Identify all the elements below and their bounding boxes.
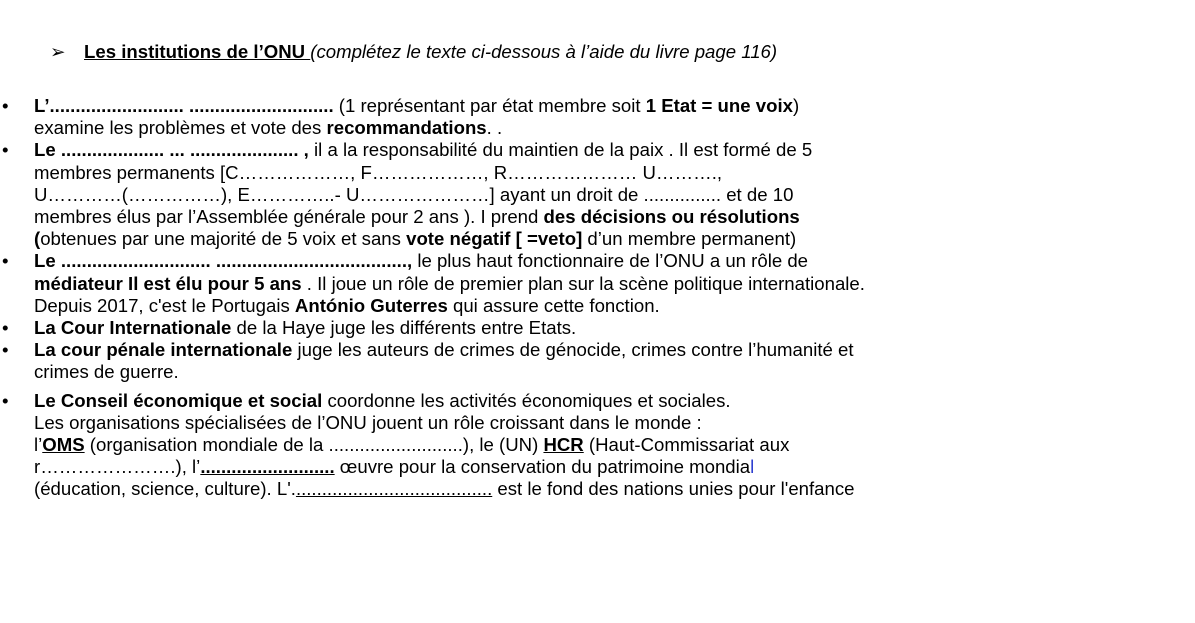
text: membres élus par l’Assemblée générale pour 2 ans ). I prend xyxy=(34,206,544,228)
text: il a la responsabilité du maintien de la paix . Il est formé de 5 xyxy=(308,139,813,161)
bullet-icon: • xyxy=(2,139,9,161)
blank-secretaire: Le ............................. ....................................., xyxy=(34,250,413,272)
text: de la Haye juge les différents entre Etats. xyxy=(231,317,577,339)
text-bold: vote négatif [ =veto] xyxy=(406,228,583,250)
oms-abbr: OMS xyxy=(42,434,85,456)
hcr-abbr: HCR xyxy=(543,434,584,456)
text-bold: Le Conseil économique et social xyxy=(34,389,323,411)
text-bold: 1 Etat = une voix xyxy=(645,95,793,116)
section-heading xyxy=(50,41,777,63)
text: œuvre pour la conservation du patrimoine mondia xyxy=(334,456,751,478)
text-line: membres permanents [C………………, F………………, R………………… U………., xyxy=(34,161,723,183)
list-item-conseil-securite xyxy=(0,139,1180,250)
text: ) xyxy=(793,95,800,116)
text-bold: La cour pénale internationale xyxy=(34,339,293,361)
list-item-cour-internationale xyxy=(0,317,1180,339)
text: le plus haut fonctionnaire de l’ONU a un rôle de xyxy=(412,250,809,272)
text: (1 représentant par état membre soit xyxy=(333,95,646,116)
blank-assemblee: L’.......................... ............................ xyxy=(34,95,334,116)
text: l xyxy=(750,456,755,478)
list-item-secretaire xyxy=(0,250,1180,317)
text-line: U…………(……………), E…………..- U…………………] ayant un droit de ............... et de 10 xyxy=(34,183,794,205)
text-bold: des décisions ou résolutions xyxy=(543,206,800,228)
institutions-list xyxy=(0,95,1180,501)
blank-unicef: ...................................... xyxy=(295,478,493,500)
text: . Il joue un rôle de premier plan sur la scène politique internationale. xyxy=(301,272,865,294)
text: (organisation mondiale de la ..........................), le (UN) xyxy=(84,434,544,456)
text: (éducation, science, culture). L'. xyxy=(34,478,296,500)
text-bold: recommandations xyxy=(326,117,487,139)
text: (Haut-Commissariat aux xyxy=(583,434,790,456)
arrow-bullet-icon: ➢ xyxy=(50,41,66,62)
text: . . xyxy=(486,117,503,139)
text: qui assure cette fonction. xyxy=(447,294,660,316)
text: r………………….), l’ xyxy=(34,456,201,478)
list-item-cour-penale xyxy=(0,339,1180,383)
text-line: Les organisations spécialisées de l’ONU jouent un rôle croissant dans le monde : xyxy=(34,411,702,433)
text-bold: António Guterres xyxy=(294,294,448,316)
text-bold: médiateur Il est élu pour 5 ans xyxy=(34,272,302,294)
text: coordonne les activités économiques et sociales. xyxy=(322,389,731,411)
bullet-icon: • xyxy=(2,95,9,116)
text: l’ xyxy=(34,434,43,456)
bullet-icon: • xyxy=(2,250,9,272)
list-item-conseil-economique xyxy=(0,390,1180,501)
text-line: crimes de guerre. xyxy=(34,361,179,383)
section-title: Les institutions de l’ONU xyxy=(84,41,311,62)
text: est le fond des nations unies pour l'enfance xyxy=(492,478,855,500)
section-instruction: (complétez le texte ci-dessous à l’aide du livre page 116) xyxy=(310,41,778,62)
list-item-assemblee xyxy=(0,95,1180,139)
blank-conseil: Le .................... ... ..................... , xyxy=(34,139,309,161)
text: juge les auteurs de crimes de génocide, crimes contre l’humanité et xyxy=(292,339,854,361)
text-bold: ( xyxy=(34,228,41,250)
bullet-icon: • xyxy=(2,389,9,411)
bullet-icon: • xyxy=(2,317,9,339)
text-bold: La Cour Internationale xyxy=(34,317,232,339)
blank-unesco: .......................... xyxy=(200,456,335,478)
bullet-icon: • xyxy=(2,339,9,361)
text: examine les problèmes et vote des xyxy=(34,117,327,139)
text: Depuis 2017, c'est le Portugais xyxy=(34,294,295,316)
text: obtenues par une majorité de 5 voix et sans xyxy=(40,228,407,250)
text: d’un membre permanent) xyxy=(582,228,797,250)
